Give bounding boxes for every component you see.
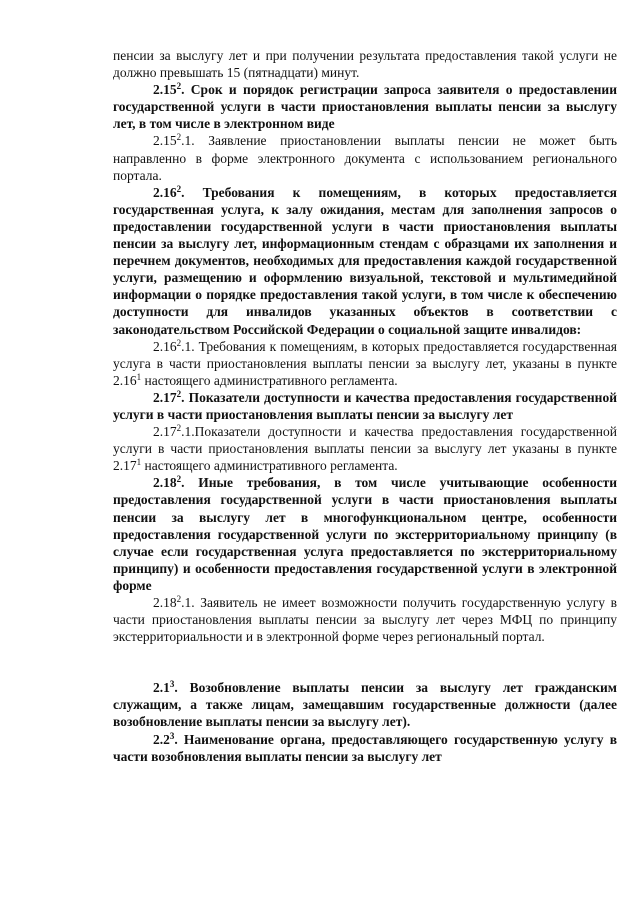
text-run: 2.1 bbox=[153, 680, 170, 696]
section-heading bbox=[113, 474, 617, 594]
body-paragraph bbox=[113, 423, 617, 474]
text-run: . Возобновление выплаты пенсии за выслугу лет гражданским служащим, а также лицам, замещавшим государственные должности (далее возобновление выплаты пенсии за выслугу лет). bbox=[113, 680, 617, 730]
text-run: . Требования к помещениям, в которых предоставляется государственная услуга, к залу ожидания, местам для заполнения запросов о предоставлении государственной услуги в части приостановления выплаты пенсии за выслугу лет, информационным стендам с образцами их заполнения и перечнем документов, необходимых для предоставления каждой государственной услуги, размещению и оформлению визуальной, текстовой и мультимедийной информации о порядке предоставления такой услуги, в том числе к обеспечению доступности для инвалидов указанных объектов в соответствии с законодательством Российской Федерации о социальной защите инвалидов: bbox=[113, 184, 617, 337]
superscript-index: 2 bbox=[176, 337, 182, 348]
text-run: 2.17 bbox=[153, 389, 177, 405]
body-paragraph bbox=[113, 338, 617, 389]
superscript-index: 3 bbox=[169, 730, 175, 741]
superscript-index: 3 bbox=[169, 679, 175, 690]
text-run: . Наименование органа, предоставляющего государственную услугу в части возобновления выплаты пенсии за выслугу лет bbox=[113, 731, 617, 764]
text-run: . Иные требования, в том числе учитывающие особенности предоставления государственной услуги в части приостановления выплаты пенсии за выслугу лет в многофункциональном центре, особенности предоставления государственной услуги по экстерриториальному принципу (в случае если государственная услуга предоставляется по экстерриториальному принципу) и особенности предоставления государственной услуги в электронной форме bbox=[113, 475, 617, 593]
superscript-index: 2 bbox=[176, 388, 182, 399]
superscript-index: 1 bbox=[136, 371, 142, 382]
document-body bbox=[113, 47, 617, 765]
section-heading bbox=[113, 389, 617, 423]
superscript-index: 2 bbox=[176, 594, 182, 604]
body-paragraph bbox=[113, 594, 617, 645]
text-run: .1. Требования к помещениям, в которых предоставляется государственная услуга в части приостановления выплаты пенсии за выслугу лет, указаны в пункте 2.16 bbox=[113, 338, 617, 388]
superscript-index: 2 bbox=[176, 183, 182, 194]
body-paragraph bbox=[113, 132, 617, 183]
section-heading bbox=[113, 184, 617, 338]
superscript-index: 2 bbox=[176, 423, 182, 434]
text-run: настоящего административного регламента. bbox=[141, 458, 398, 474]
text-run: . Срок и порядок регистрации запроса заявителя о предоставлении государственной услуги в части приостановления выплаты пенсии за выслугу лет, в том числе в электронном виде bbox=[113, 82, 617, 132]
section-gap bbox=[113, 645, 617, 679]
superscript-index: 1 bbox=[136, 457, 142, 468]
body-paragraph bbox=[113, 47, 617, 81]
text-run: 2.2 bbox=[153, 731, 170, 747]
text-run: 2.17 bbox=[153, 424, 177, 440]
superscript-index: 2 bbox=[176, 81, 182, 92]
text-run: пенсии за выслугу лет и при получении результата предоставления такой услуги не должно превышать 15 (пятнадцати) минут. bbox=[113, 48, 617, 81]
text-run: 2.18 bbox=[153, 595, 177, 610]
text-run: 2.18 bbox=[153, 475, 177, 491]
text-run: 2.16 bbox=[153, 184, 177, 200]
text-run: 2.16 bbox=[153, 338, 177, 354]
text-run: .1.Показатели доступности и качества предоставления государственной услуги в части приостановления выплаты пенсии за выслугу лет указаны в пункте 2.17 bbox=[113, 424, 617, 474]
section-heading bbox=[113, 81, 617, 132]
superscript-index: 2 bbox=[176, 132, 182, 143]
section-heading bbox=[113, 731, 617, 765]
superscript-index: 2 bbox=[176, 474, 182, 485]
text-run: . Показатели доступности и качества предоставления государственной услуги в части приостановления выплаты пенсии за выслугу лет bbox=[113, 389, 617, 422]
text-run: настоящего административного регламента. bbox=[141, 372, 398, 388]
text-run: .1. Заявление приостановлении выплаты пенсии не может быть направленно в форме электронного документа с использованием регионального портала. bbox=[113, 133, 617, 183]
text-run: 2.15 bbox=[153, 133, 177, 149]
section-heading bbox=[113, 679, 617, 730]
text-run: 2.15 bbox=[153, 82, 177, 98]
text-run: .1. Заявитель не имеет возможности получить государственную услугу в части приостановления выплаты пенсии за выслугу лет через МФЦ по принципу экстерриториальности и в электронной форме через региональный портал. bbox=[113, 595, 617, 645]
